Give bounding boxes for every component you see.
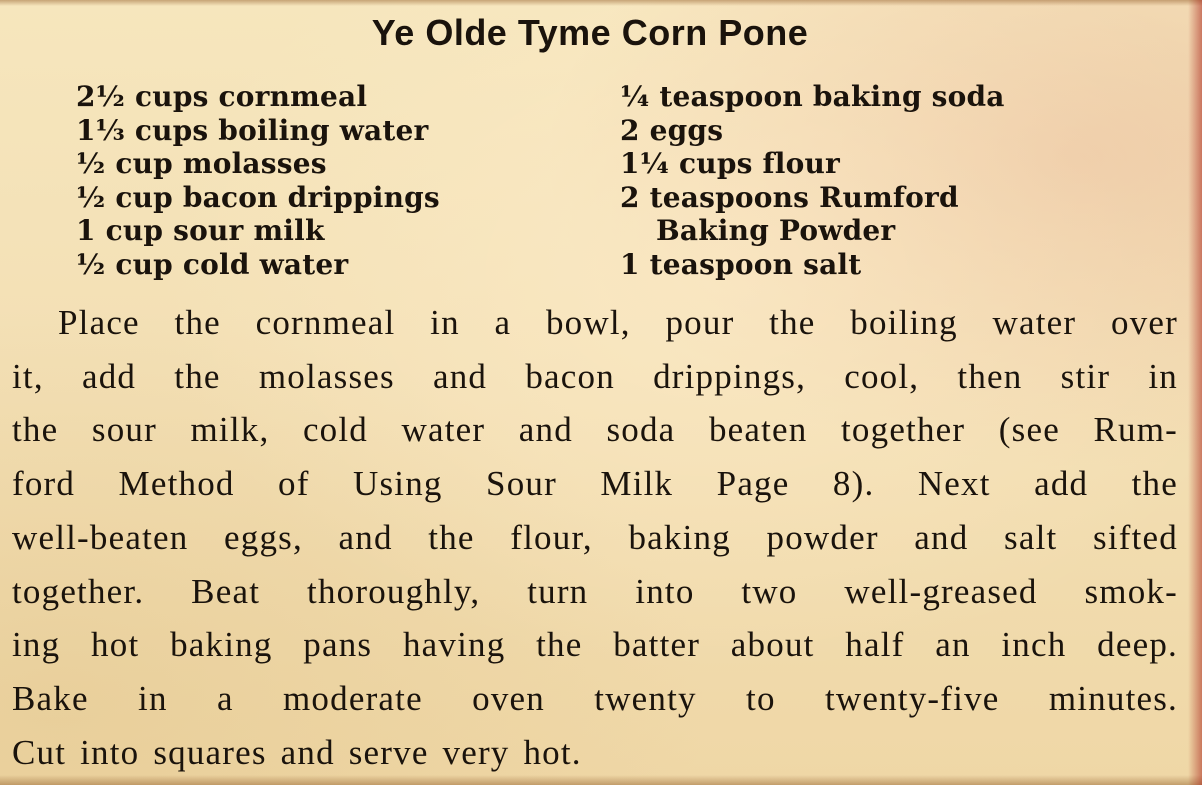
ingredient-item: 1⅓ cups boiling water (76, 113, 429, 147)
method-line: Place the cornmeal in a bowl, pour the boiling water over (58, 303, 1178, 342)
ingredient-item: 2½ cups cornmeal (76, 80, 368, 113)
ingredients-right-column (620, 80, 1005, 282)
ingredient-item: 2 teaspoons Rumford (620, 180, 959, 214)
ingredient-item: 1 teaspoon salt (620, 247, 862, 281)
ingredient-item: ¼ teaspoon baking soda (620, 80, 1005, 113)
method-line: Bake in a moderate oven twenty to twenty-five minutes. (12, 678, 1178, 718)
method-paragraph (12, 296, 1178, 779)
ingredient-item: 1 cup sour milk (76, 214, 325, 248)
ingredients-left-column (76, 80, 440, 282)
recipe-title: Ye Olde Tyme Corn Pone (371, 12, 809, 53)
card-right-edge (1188, 0, 1202, 785)
ingredient-item: 1¼ cups flour (620, 147, 840, 181)
method-line: ing hot baking pans having the batter about half an inch deep. (12, 625, 1178, 665)
method-line: together. Beat thoroughly, turn into two well-greased smok- (12, 571, 1178, 611)
ingredient-item: ½ cup cold water (76, 247, 349, 281)
method-line: the sour milk, cold water and soda beaten together (see Rum- (12, 410, 1178, 450)
ingredient-item: 2 eggs (620, 113, 724, 147)
method-line: it, add the molasses and bacon drippings, cool, then stir in (12, 356, 1178, 396)
method-line: Cut into squares and serve very hot. (12, 732, 582, 772)
ingredient-item: ½ cup bacon drippings (76, 180, 440, 214)
ingredient-item-continuation: Baking Powder (656, 214, 896, 248)
method-line: ford Method of Using Sour Milk Page 8). Next add the (12, 464, 1178, 504)
method-line: well-beaten eggs, and the flour, baking powder and salt sifted (12, 517, 1178, 557)
ingredient-item: ½ cup molasses (76, 147, 327, 181)
card-top-edge (0, 0, 1202, 6)
